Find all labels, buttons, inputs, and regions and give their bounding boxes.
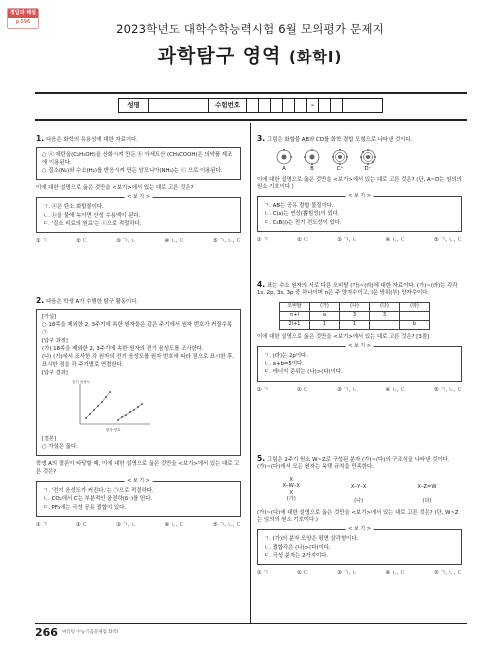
name-field[interactable]	[149, 99, 209, 112]
section-title: 과학탐구 영역	[157, 45, 282, 67]
bogi-box	[257, 193, 462, 232]
question-text: 그림은 화합물 AB와 CD를 화학 결합 모형으로 나타낸 것이다.	[267, 137, 413, 143]
table-header: (가)	[310, 302, 340, 311]
choice[interactable]: ② ㄷ	[76, 521, 88, 528]
structure-label: (나)	[354, 497, 364, 504]
bogi-title: < 보 기 >	[345, 193, 374, 200]
question-number: 2.	[36, 296, 45, 305]
structure-formula: X X–W–X X	[282, 476, 300, 496]
choice[interactable]: ⑤ ㄱ, ㄴ, ㄷ	[213, 238, 241, 245]
bogi-title: < 보 기 >	[124, 478, 153, 485]
period-2-series	[85, 391, 111, 419]
conclusion-text: ○ 가설은 옳다.	[42, 444, 78, 451]
bogi-box	[257, 342, 462, 382]
choice[interactable]: ② ㄷ	[297, 570, 309, 577]
choice[interactable]: ① ㄱ	[257, 237, 269, 244]
bogi-item: ㄴ. C(s)는 연성(뽑힘성)이 있다.	[264, 211, 340, 218]
conclusion-title: [결론]	[42, 436, 57, 443]
choice[interactable]: ③ ㄱ, ㄴ	[337, 386, 357, 393]
atom-model-icon	[275, 148, 293, 166]
bogi-item: ㄱ. (라)는 2p이다.	[264, 352, 308, 359]
answer-choices	[257, 237, 462, 244]
question-number: 3.	[257, 134, 266, 143]
answer-choices	[257, 570, 462, 577]
header-rule	[35, 92, 467, 94]
choice[interactable]: ② ㄷ	[76, 238, 88, 245]
bogi-box	[257, 526, 462, 565]
question-text: 그림은 2주기 원소 W~Z로 구성된 분자 (가)~(다)의 구조식을 나타낸 것이다. (가)~(다)에서 모든 원자는 옥텟 규칙을 만족한다.	[257, 457, 450, 471]
question-ask: 학생 A의 결론이 타당할 때, 이에 대한 설명으로 옳은 것만을 <보기>에서 있는 대로 고른 것은?	[36, 461, 240, 475]
badge-title: 정답과 해설	[8, 9, 38, 18]
choice[interactable]: ④ ㄴ, ㄷ	[164, 521, 185, 528]
exam-title	[0, 44, 500, 70]
question-4	[257, 280, 462, 394]
table-cell: 2l+1	[280, 320, 310, 329]
choice[interactable]: ③ ㄱ, ㄴ	[116, 238, 136, 245]
id-box[interactable]	[259, 99, 271, 112]
answer-choices	[257, 387, 462, 394]
question-text: 다음은 화학의 유용성에 대한 자료이다.	[46, 137, 138, 143]
choice[interactable]: ⑤ ㄱ, ㄴ, ㄷ	[434, 570, 462, 577]
column-divider	[250, 123, 251, 623]
exam-subtitle: 2023학년도 대학수학능력시험 6월 모의평가 문제지	[116, 22, 384, 36]
table-cell	[370, 320, 400, 329]
bogi-item: ㄱ. AB는 공유 결합 물질이다.	[264, 203, 334, 210]
choice[interactable]: ① ㄱ	[257, 570, 269, 577]
graph-y-label: 전기 음성도	[72, 379, 91, 384]
structure-label: (가)	[286, 496, 296, 503]
bogi-item: ㄷ. C₂B(l)는 전기 전도성이 있다.	[264, 219, 342, 226]
structure-formula: X–Y–X	[350, 483, 367, 490]
choice[interactable]: ④ ㄴ, ㄷ	[385, 237, 406, 244]
bogi-item: ㄴ. CO₂에서 C는 부분적인 음전하(δ⁻)를 띤다.	[43, 496, 153, 503]
table-header: (라)	[400, 302, 430, 311]
footer-text: 마더텅 수능기출문제집 화학Ⅰ	[61, 629, 119, 635]
choice[interactable]: ⑤ ㄱ, ㄴ, ㄷ	[213, 521, 241, 528]
choice[interactable]: ⑤ ㄱ, ㄴ, ㄷ	[434, 386, 462, 393]
bogi-item: ㄷ. '질소 비료의 원료'는 ⓒ으로 적절하다.	[43, 221, 142, 228]
atom-model-icon	[303, 148, 321, 166]
bogi-item: ㄷ. 극성 분자는 2가지이다.	[264, 552, 329, 559]
bogi-title: < 보 기 >	[345, 526, 374, 533]
table-header-row	[280, 302, 430, 311]
id-label: 수험번호	[209, 99, 247, 112]
question-2	[36, 296, 241, 529]
answer-choices	[36, 238, 241, 245]
box-line: ○ 질소(N₂)와 수소(H₂)를 반응시켜 만든 암모니아(NH₃)는 ⓒ 으로 이용된다.	[42, 167, 223, 174]
inquiry-box	[36, 309, 241, 456]
namebar-rule	[35, 119, 467, 121]
table-cell	[400, 311, 430, 320]
choice[interactable]: ① ㄱ	[36, 521, 48, 528]
choice[interactable]: ④ ㄴ, ㄷ	[385, 570, 406, 577]
id-box[interactable]	[343, 99, 355, 112]
table-header: (다)	[370, 302, 400, 311]
choice[interactable]: ④ ㄴ, ㄷ	[164, 238, 185, 245]
question-text: 다음은 학생 A가 수행한 탐구 활동이다.	[46, 299, 139, 305]
choice[interactable]: ④ ㄴ, ㄷ	[385, 386, 406, 393]
question-ask: 이에 대한 설명으로 옳은 것만을 <보기>에서 있는 대로 고른 것은? [3점]	[257, 333, 430, 340]
name-id-bar	[118, 98, 383, 113]
choice[interactable]: ③ ㄱ, ㄴ	[337, 237, 357, 244]
id-box[interactable]	[283, 99, 295, 112]
ion-model-icon	[331, 148, 349, 166]
table-cell: a	[310, 311, 340, 320]
page-footer	[35, 626, 467, 640]
choice[interactable]: ③ ㄱ, ㄴ	[116, 521, 136, 528]
structure-ga	[282, 477, 299, 505]
structure-da	[417, 477, 436, 505]
question-ask: 이에 대한 설명으로 옳은 것만을 <보기>에서 있는 대로 고른 것은?	[36, 185, 194, 192]
structure-na	[351, 477, 366, 505]
bogi-item: ㄱ. '전기 음성도가 커진다.'는 ㉠으로 적절하다.	[43, 488, 154, 495]
bogi-item: ㄴ. 결합각은 (나)>(다)이다.	[264, 544, 331, 551]
choice[interactable]: ① ㄱ	[257, 386, 269, 393]
question-3	[257, 134, 462, 244]
choice[interactable]: ① ㄱ	[36, 238, 48, 245]
hypothesis-title: [가설]	[42, 314, 57, 321]
graph-x-label: 원자 번호	[106, 427, 121, 432]
structure-label: (다)	[422, 497, 432, 504]
orbital-table	[279, 302, 430, 330]
table-row	[280, 311, 430, 320]
question-number: 4.	[257, 280, 266, 289]
period-3-series	[117, 403, 143, 421]
footer-rule	[35, 623, 467, 624]
id-box[interactable]	[247, 99, 259, 112]
ion-c	[331, 148, 349, 173]
name-label: 성명	[119, 99, 149, 112]
bogi-box	[36, 194, 241, 233]
table-cell: 3	[370, 311, 400, 320]
question-text: 표는 수소 원자의 서로 다른 오비탈 (가)~(라)에 대한 자료이다. (가)~(라)는 각각 1s, 2p, 3s, 3p 중 하나이며 n은 주 양자수이고, l은 방위(부) 양자수이다.	[257, 283, 458, 297]
choice[interactable]: ⑤ ㄱ, ㄴ, ㄷ	[434, 237, 462, 244]
data-box	[36, 147, 241, 180]
atom-a	[275, 148, 293, 173]
badge-page: p.596	[15, 18, 31, 25]
choice[interactable]: ② ㄷ	[297, 237, 309, 244]
ion-model-icon	[359, 148, 377, 166]
ion-label: D⁻	[364, 166, 372, 173]
choice[interactable]: ② ㄷ	[297, 386, 309, 393]
question-number: 1.	[36, 134, 45, 143]
id-box[interactable]	[319, 99, 331, 112]
table-cell: b	[400, 320, 430, 329]
table-cell: 3	[340, 311, 370, 320]
procedure-step: (가) 18족을 제외한 2, 3주기에 속한 원자의 전기 음성도를 조사한다.	[42, 345, 204, 352]
bogi-item: ㄷ. 에너지 준위는 (나)>(다)이다.	[264, 369, 343, 376]
structure-formula: X–Z=W	[417, 483, 437, 490]
structural-formulas	[257, 477, 462, 505]
hypothesis-text: ○ 18족을 제외한 2, 3주기에 속한 원자들은 같은 주기에서 원자 번호가 커질수록 ㉠	[42, 322, 232, 336]
bogi-box	[36, 478, 241, 517]
page-number: 266	[35, 625, 58, 639]
question-number: 5.	[257, 454, 266, 463]
id-box[interactable]	[271, 99, 283, 112]
table-cell: 1	[310, 320, 340, 329]
question-ask: 이에 대한 설명으로 옳은 것만을 <보기>에서 있는 대로 고른 것은? (단, A~D는 임의의 원소 기호이다.)	[257, 176, 462, 190]
procedure-title: [탐구 과정]	[42, 337, 68, 344]
atom-label: A	[282, 166, 286, 173]
question-5	[257, 454, 462, 577]
bonding-model	[275, 148, 462, 173]
bogi-item: ㄱ. ⓐ은 탄소 화합물이다.	[43, 204, 104, 211]
procedure-step: (나) (가)에서 조사한 각 원자의 전기 음성도를 원자 번호에 따라 점으로 표시한 후, 표시한 점을 각 주기별로 연결한다.	[42, 354, 235, 368]
id-dash: –	[307, 99, 319, 112]
result-title: [탐구 결과]	[42, 369, 68, 376]
electronegativity-graph	[72, 380, 152, 432]
id-box[interactable]	[331, 99, 343, 112]
bogi-title: < 보 기 >	[345, 343, 374, 350]
choice[interactable]: ③ ㄱ, ㄴ	[337, 570, 357, 577]
table-header: (나)	[340, 302, 370, 311]
subject-name: (화학Ⅰ)	[289, 48, 343, 66]
answer-choices	[36, 522, 241, 529]
ion-d	[359, 148, 377, 173]
id-box[interactable]	[295, 99, 307, 112]
bogi-item: ㄴ. ⓑ을 물에 녹이면 산성 수용액이 된다.	[43, 212, 141, 219]
box-line: ○ ⓐ 에탄올(C₂H₅OH)을 산화시켜 만든 ⓑ 아세트산 (CH₃COOH)은 의약품 제조에 이용된다.	[42, 152, 233, 166]
bogi-item: ㄴ. a+b=5이다.	[264, 361, 304, 368]
bogi-item: ㄷ. PF₃에는 극성 공유 결합이 있다.	[43, 504, 126, 511]
table-cell: n+l	[280, 311, 310, 320]
question-ask: (가)~(다)에 대한 설명으로 옳은 것만을 <보기>에서 있는 대로 고른 것은? (단, W~Z는 임의의 원소 기호이다.)	[257, 509, 459, 523]
table-row	[280, 320, 430, 329]
atom-b	[303, 148, 321, 173]
table-header: 오비탈	[280, 302, 310, 311]
ion-label: C⁺	[336, 166, 344, 173]
atom-label: B	[310, 166, 314, 173]
question-1	[36, 134, 241, 245]
bogi-item: ㄱ. (가)의 분자 모양은 평면 삼각형이다.	[264, 536, 359, 543]
table-cell: 1	[340, 320, 370, 329]
bogi-title: < 보 기 >	[124, 194, 153, 201]
